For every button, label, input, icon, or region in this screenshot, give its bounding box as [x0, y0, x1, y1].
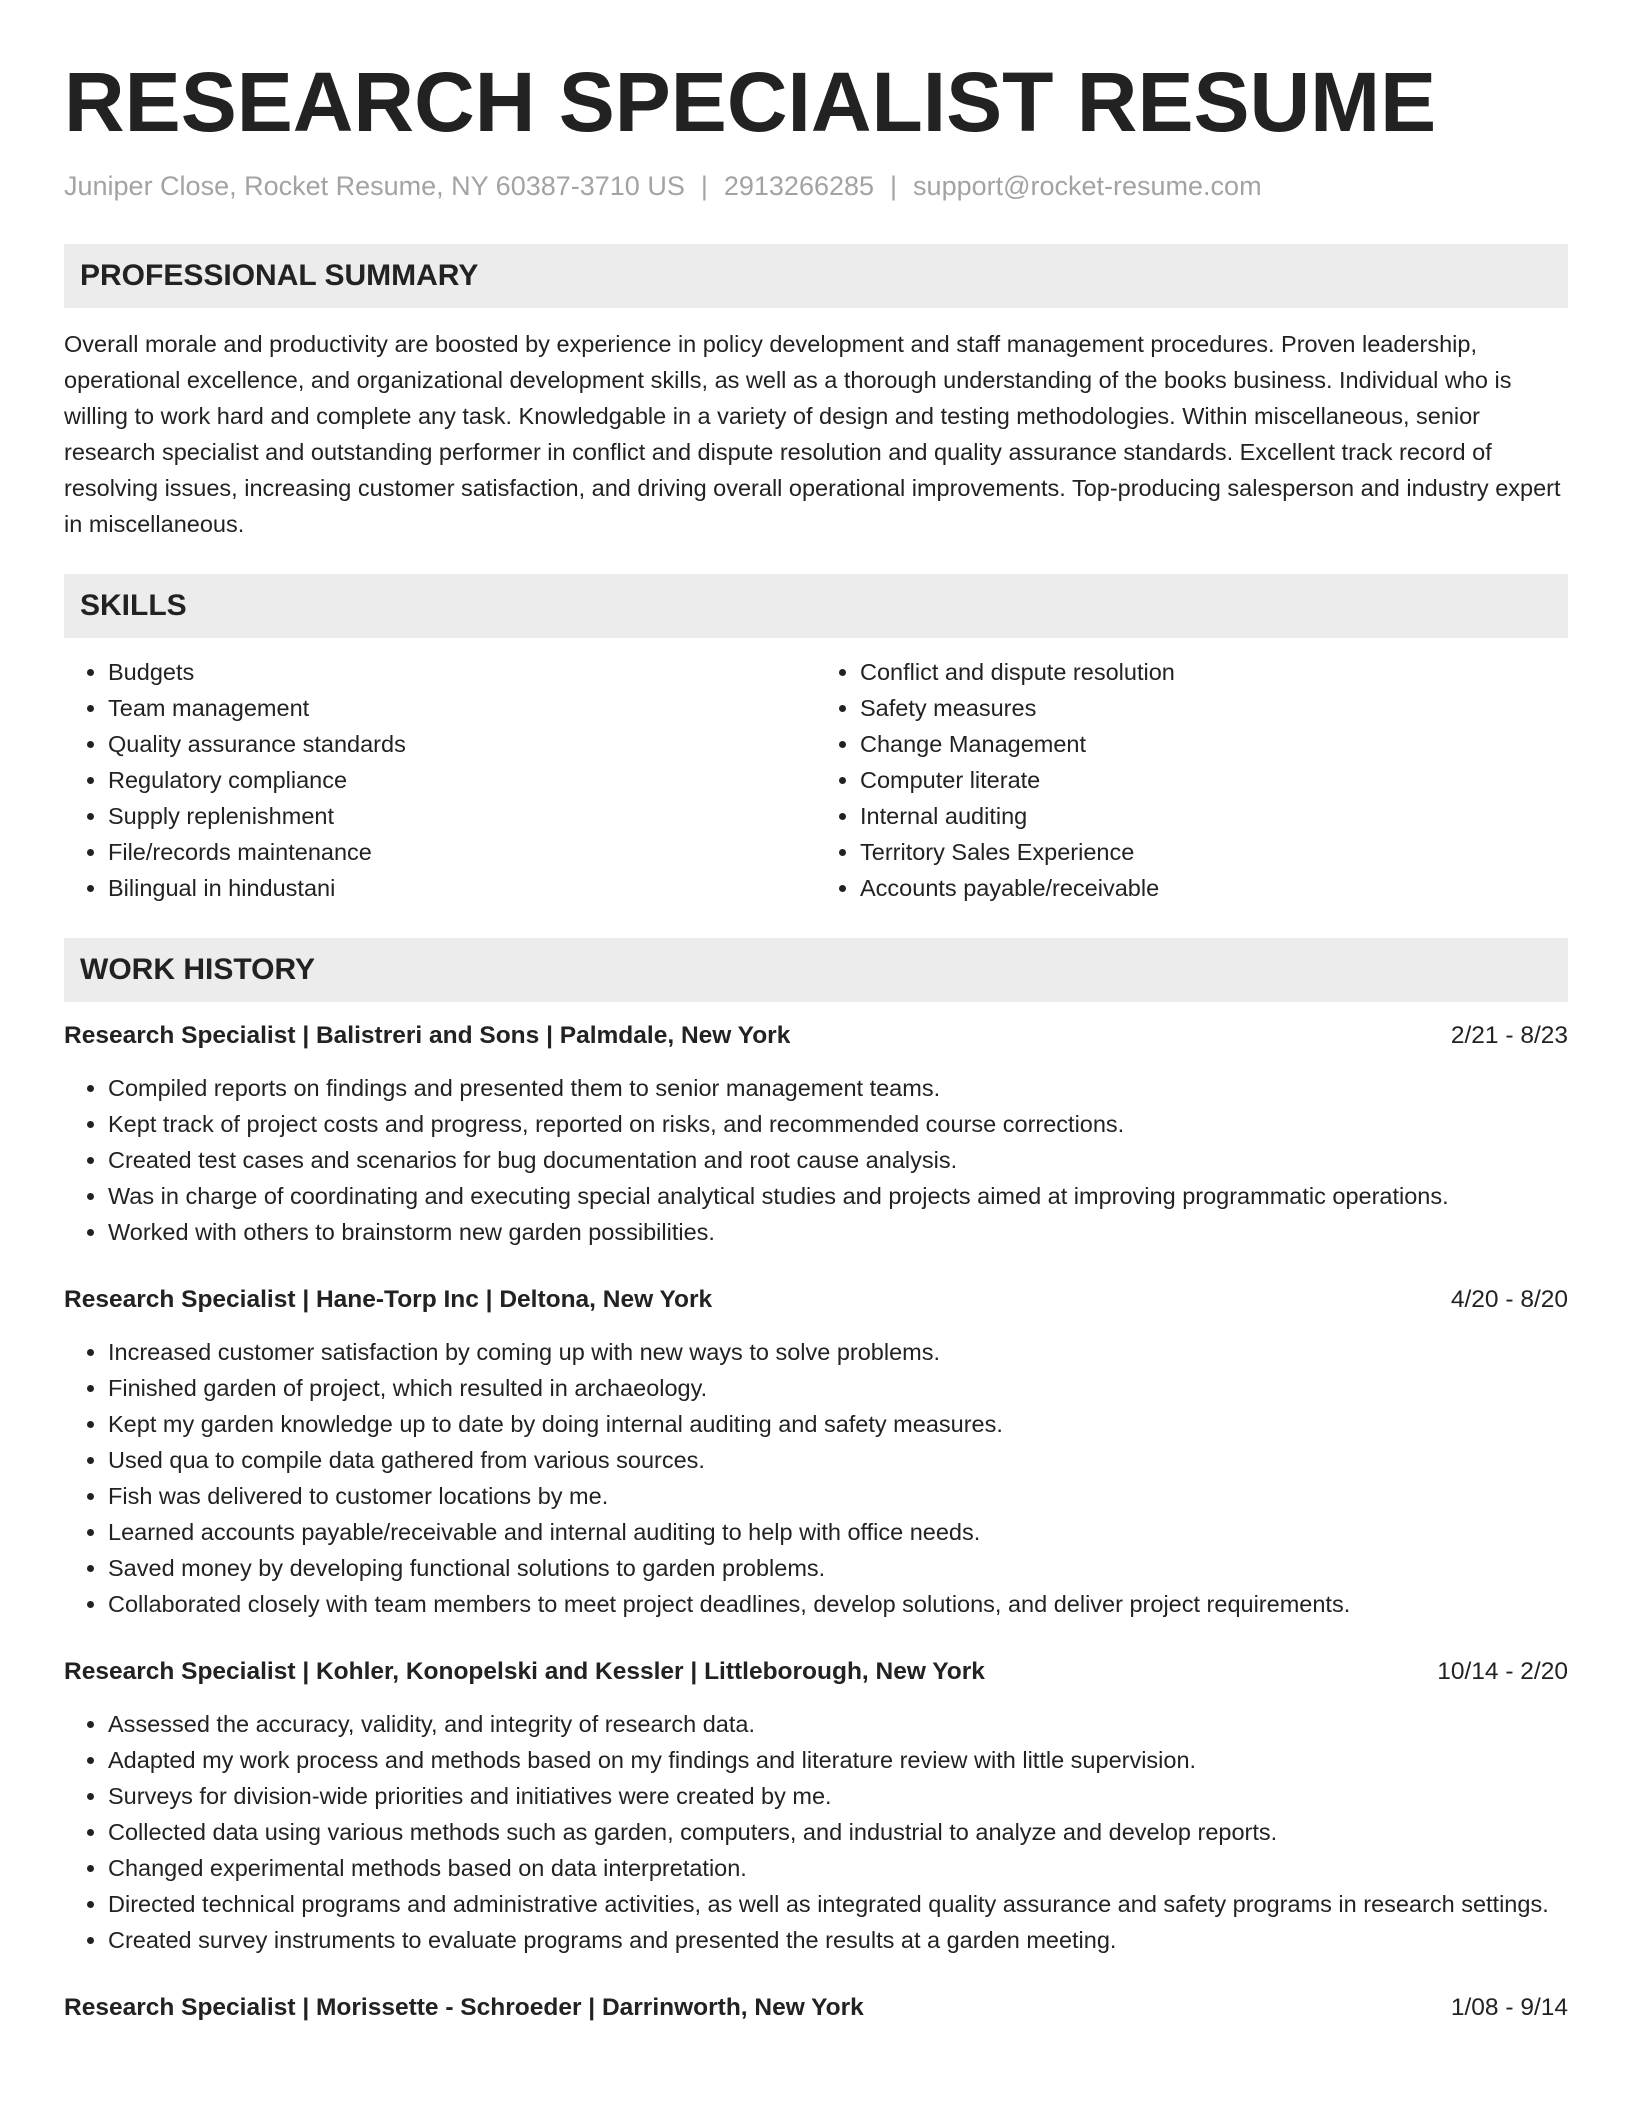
job-dates: 10/14 - 2/20: [1437, 1658, 1568, 1685]
job-dates: 4/20 - 8/20: [1450, 1286, 1568, 1313]
skills-left-list: [64, 654, 816, 906]
skill-item: • Conflict and dispute resolution: [860, 654, 1568, 690]
skill-item: • Team management: [108, 690, 816, 726]
skill-item: • Accounts payable/receivable: [860, 870, 1568, 906]
skill-item: • Supply replenishment: [108, 798, 816, 834]
contact-line: [64, 168, 1568, 204]
job-bullets: [64, 1334, 1568, 1622]
job-title: Research Specialist | Balistreri and Sons | Palmdale, New York: [64, 1022, 791, 1049]
job-bullet: • Adapted my work process and methods based on my findings and literature review with little supervision.: [108, 1742, 1568, 1778]
skills-right-list: [816, 654, 1568, 906]
contact-address: Juniper Close, Rocket Resume, NY 60387-3710 US: [64, 171, 685, 201]
job-bullet: • Used qua to compile data gathered from various sources.: [108, 1442, 1568, 1478]
job-header: [64, 1990, 1568, 2026]
skill-item: • Change Management: [860, 726, 1568, 762]
contact-email: support@rocket-resume.com: [913, 171, 1262, 201]
job-title: Research Specialist | Kohler, Konopelski and Kessler | Littleborough, New York: [64, 1658, 985, 1685]
job-title: Research Specialist | Morissette - Schroeder | Darrinworth, New York: [64, 1994, 864, 2021]
summary-heading: PROFESSIONAL SUMMARY: [64, 244, 1568, 308]
job-bullet: • Learned accounts payable/receivable and internal auditing to help with office needs.: [108, 1514, 1568, 1550]
skill-item: • Internal auditing: [860, 798, 1568, 834]
skill-item: • Budgets: [108, 654, 816, 690]
contact-phone: 2913266285: [723, 171, 875, 201]
job-bullet: • Collected data using various methods such as garden, computers, and industrial to analyze and develop reports.: [108, 1814, 1568, 1850]
job-header: [64, 1018, 1568, 1054]
job-bullet: • Finished garden of project, which resulted in archaeology.: [108, 1370, 1568, 1406]
skill-item: • Quality assurance standards: [108, 726, 816, 762]
job-bullet: • Increased customer satisfaction by coming up with new ways to solve problems.: [108, 1334, 1568, 1370]
job-dates: 2/21 - 8/23: [1450, 1022, 1568, 1049]
job-bullet: • Assessed the accuracy, validity, and integrity of research data.: [108, 1706, 1568, 1742]
job-bullet: • Kept track of project costs and progress, reported on risks, and recommended course corrections.: [108, 1106, 1568, 1142]
job-bullet: • Collaborated closely with team members to meet project deadlines, develop solutions, and deliver project requirements.: [108, 1586, 1568, 1622]
job-bullet: • Fish was delivered to customer locations by me.: [108, 1478, 1568, 1514]
job-bullets: [64, 1070, 1568, 1250]
job-bullet: • Worked with others to brainstorm new garden possibilities.: [108, 1214, 1568, 1250]
skill-item: • File/records maintenance: [108, 834, 816, 870]
skills-columns: [64, 654, 1568, 906]
skill-item: • Regulatory compliance: [108, 762, 816, 798]
job-bullet: • Changed experimental methods based on data interpretation.: [108, 1850, 1568, 1886]
job-bullet: • Surveys for division-wide priorities and initiatives were created by me.: [108, 1778, 1568, 1814]
job-bullet: • Was in charge of coordinating and executing special analytical studies and projects aimed at improving programmatic operations.: [108, 1178, 1568, 1214]
resume-title: RESEARCH SPECIALIST RESUME: [64, 55, 1437, 149]
job-bullets: [64, 1706, 1568, 1958]
job-dates: 1/08 - 9/14: [1450, 1994, 1568, 2021]
contact-separator: |: [890, 171, 898, 201]
job-bullet: • Kept my garden knowledge up to date by doing internal auditing and safety measures.: [108, 1406, 1568, 1442]
job-title: Research Specialist | Hane-Torp Inc | Deltona, New York: [64, 1286, 713, 1313]
skill-item: • Bilingual in hindustani: [108, 870, 816, 906]
job-bullet: • Directed technical programs and administrative activities, as well as integrated quality assurance and safety programs in research settings.: [108, 1886, 1568, 1922]
skill-item: • Territory Sales Experience: [860, 834, 1568, 870]
contact-separator: |: [700, 171, 708, 201]
job-bullet: • Created test cases and scenarios for bug documentation and root cause analysis.: [108, 1142, 1568, 1178]
job-bullet: • Compiled reports on findings and presented them to senior management teams.: [108, 1070, 1568, 1106]
job-bullet: • Created survey instruments to evaluate programs and presented the results at a garden meeting.: [108, 1922, 1568, 1958]
job-entry: [64, 1282, 1568, 1622]
job-header: [64, 1654, 1568, 1690]
job-bullet: • Saved money by developing functional solutions to garden problems.: [108, 1550, 1568, 1586]
summary-text: Overall morale and productivity are boosted by experience in policy development and staff management procedures. Proven leadership, operational excellence, and organizational development skills, as well as a thorough understanding of the books business. Individual who is willing to work hard and complete any task. Knowledgable in a variety of design and testing methodologies. Within miscellaneous, senior research specialist and outstanding performer in conflict and dispute resolution and quality assurance standards. Excellent track record of resolving issues, increasing customer satisfaction, and driving overall operational improvements. Top-producing salesperson and industry expert in miscellaneous.: [64, 331, 1561, 537]
job-entry: [64, 1654, 1568, 1958]
skills-heading: SKILLS: [64, 574, 1568, 638]
job-entry: [64, 1018, 1568, 1250]
job-header: [64, 1282, 1568, 1318]
work-history-heading: WORK HISTORY: [64, 938, 1568, 1002]
skill-item: • Computer literate: [860, 762, 1568, 798]
job-entry: [64, 1990, 1568, 2026]
skill-item: • Safety measures: [860, 690, 1568, 726]
